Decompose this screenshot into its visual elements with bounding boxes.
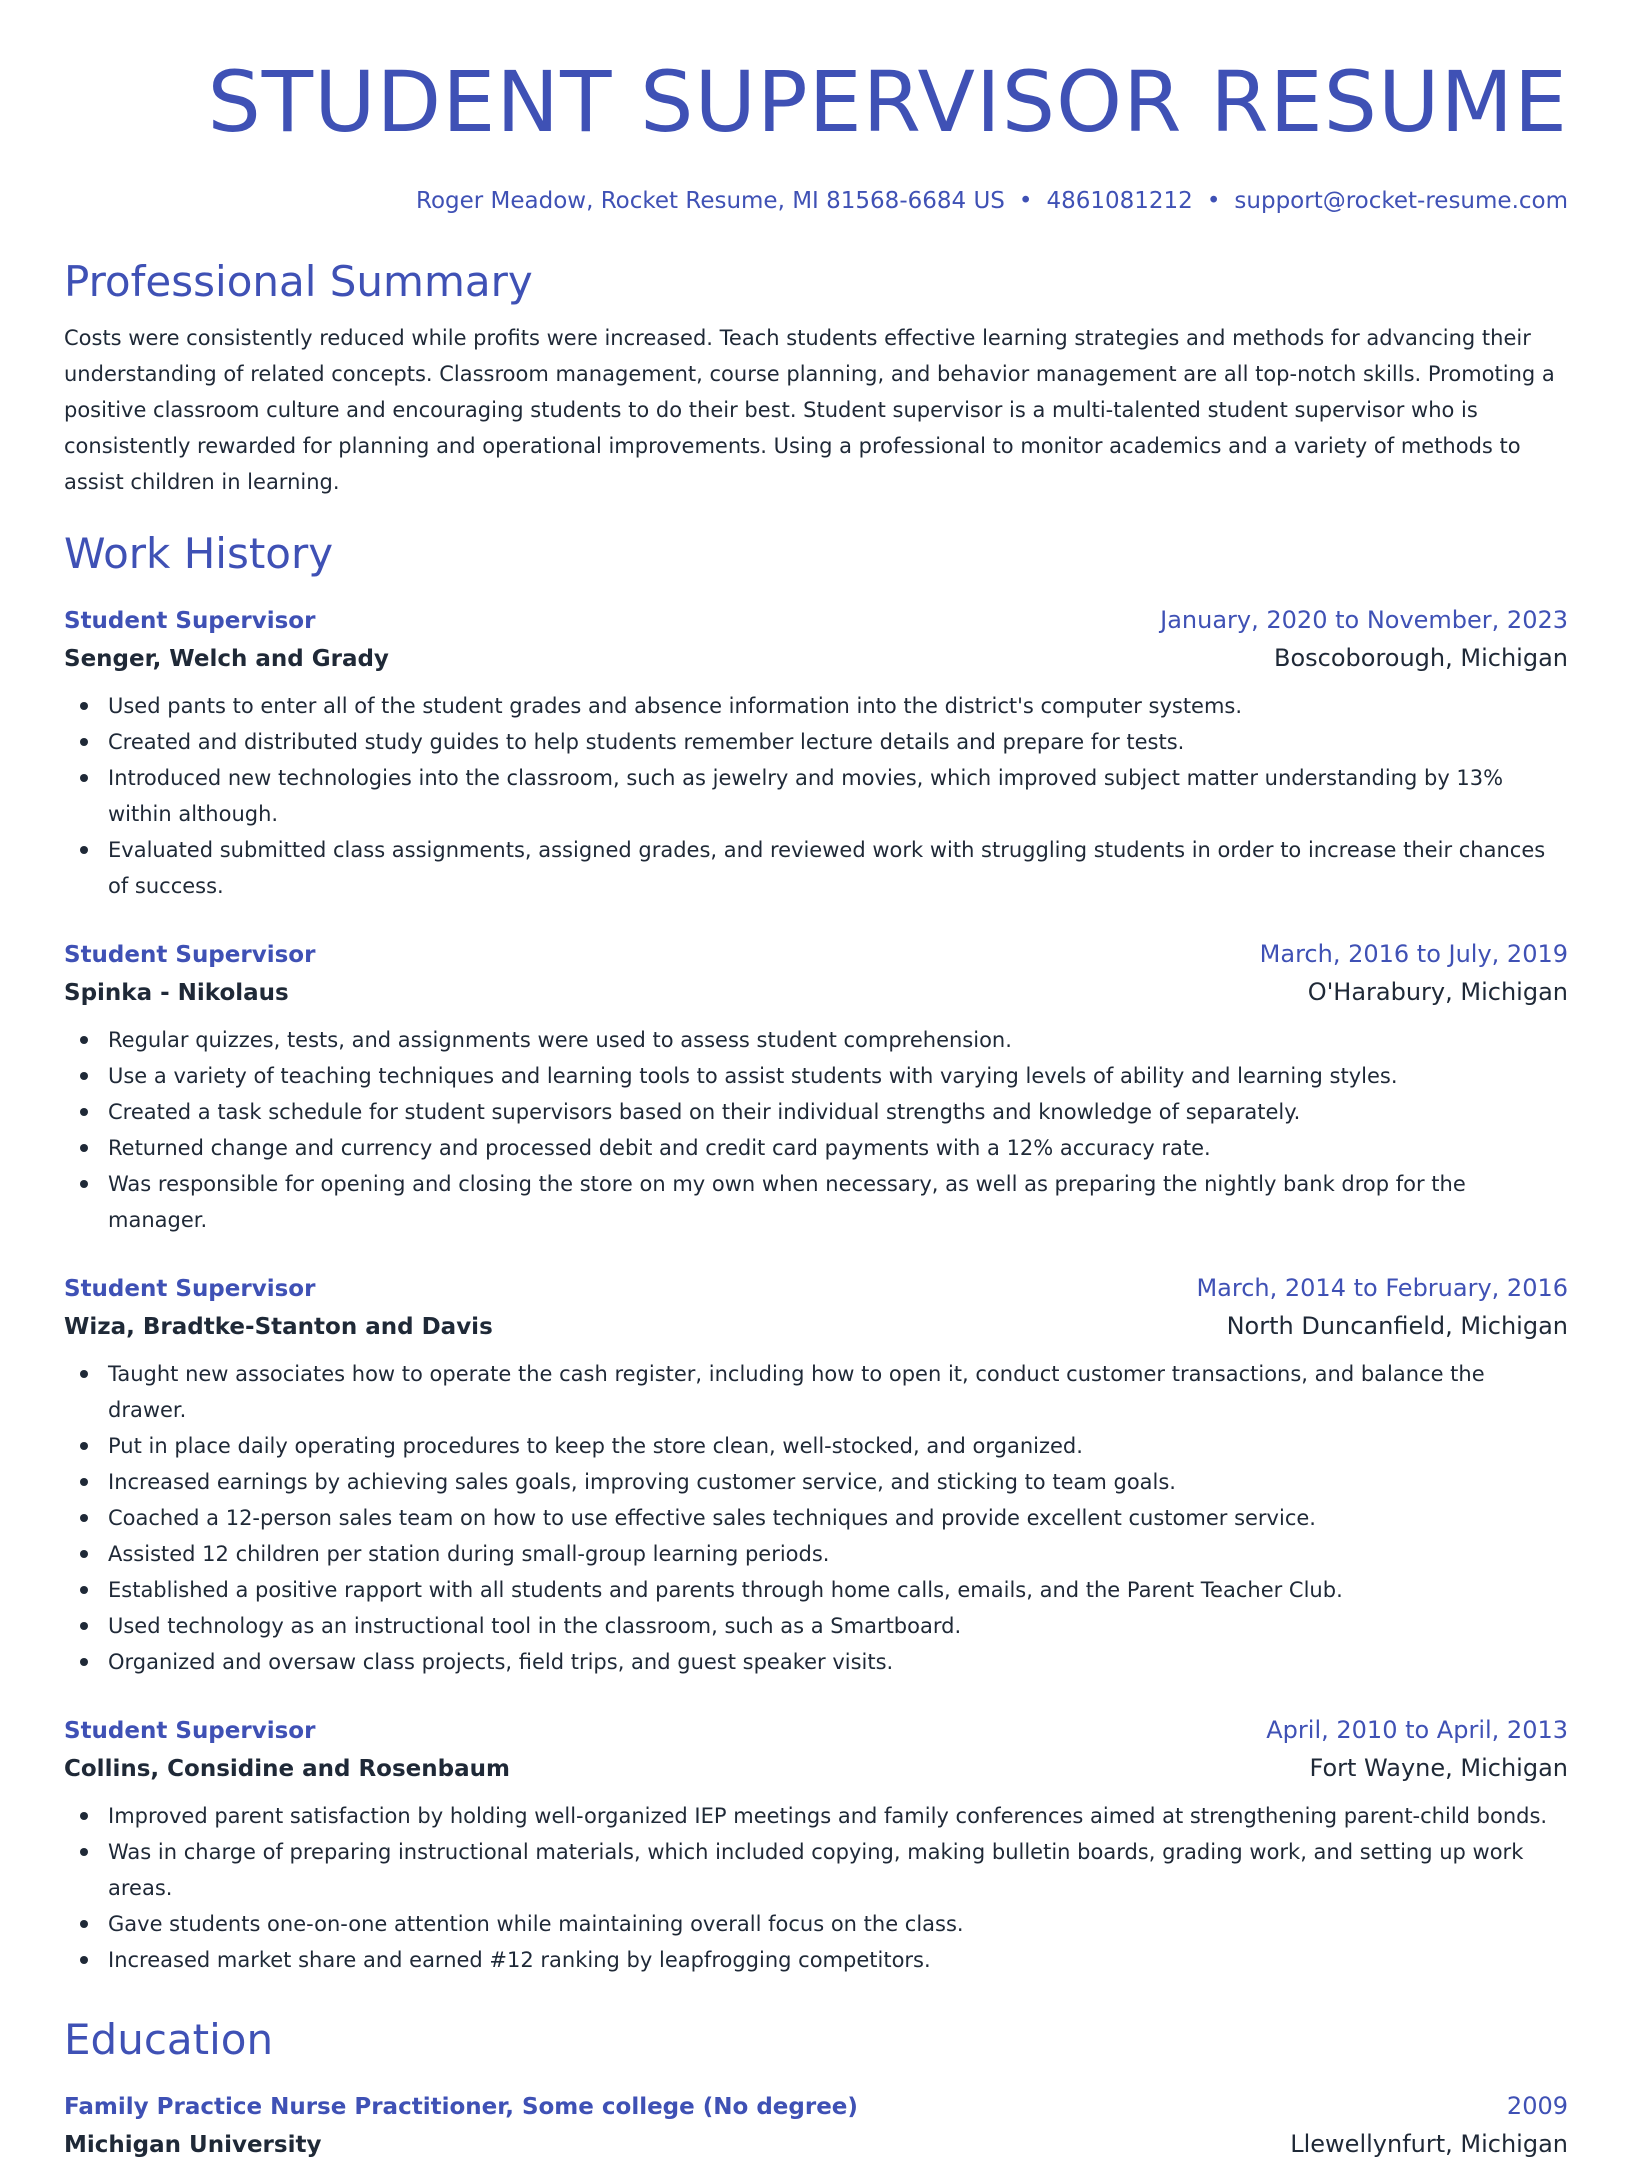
education-header-row bbox=[64, 2088, 1568, 2125]
job-bullet-text: Returned change and currency and processed debit and credit card payments with a 12% accuracy rate. bbox=[108, 1136, 1211, 1160]
job-location: North Duncanfield, Michigan bbox=[1226, 1312, 1568, 1340]
job-dates: January, 2020 to November, 2023 bbox=[1160, 606, 1568, 634]
bullet-dot bbox=[80, 1812, 88, 1820]
job-bullets bbox=[64, 1356, 1568, 1680]
job-bullet-text: Used technology as an instructional tool in the classroom, such as a Smartboard. bbox=[108, 1614, 962, 1638]
bullet-dot bbox=[80, 1550, 88, 1558]
education-list bbox=[64, 2088, 1568, 2164]
job-company: Senger, Welch and Grady bbox=[64, 646, 389, 672]
summary-heading: Professional Summary bbox=[64, 257, 533, 306]
job-bullet-item bbox=[64, 1644, 1568, 1680]
work-history-heading: Work History bbox=[64, 529, 334, 578]
job-bullet-text: Taught new associates how to operate the cash register, including how to open it, conduct customer transactions, and balance the drawer. bbox=[108, 1362, 1485, 1422]
bullet-dot bbox=[80, 1514, 88, 1522]
job-bullet-item bbox=[64, 1500, 1568, 1536]
contact-email[interactable]: support@rocket-resume.com bbox=[1234, 188, 1568, 214]
bullet-dot bbox=[80, 774, 88, 782]
job-bullet-item bbox=[64, 1166, 1568, 1238]
job-bullet-text: Established a positive rapport with all students and parents through home calls, emails, and the Parent Teacher Club. bbox=[108, 1578, 1343, 1602]
job-bullet-text: Put in place daily operating procedures to keep the store clean, well-stocked, and organized. bbox=[108, 1434, 1083, 1458]
bullet-dot bbox=[80, 1622, 88, 1630]
job-bullets bbox=[64, 1798, 1568, 1978]
job-header-row bbox=[64, 602, 1568, 639]
education-location: Llewellynfurt, Michigan bbox=[1290, 2130, 1568, 2158]
job-bullet-text: Was responsible for opening and closing the store on my own when necessary, as well as preparing the nightly bank drop for the manager. bbox=[108, 1172, 1466, 1232]
bullet-dot bbox=[80, 1920, 88, 1928]
bullet-dot bbox=[80, 1848, 88, 1856]
job-location: Fort Wayne, Michigan bbox=[1309, 1754, 1568, 1782]
bullet-dot bbox=[80, 738, 88, 746]
job-dates: March, 2014 to February, 2016 bbox=[1196, 1274, 1568, 1302]
job-bullet-text: Improved parent satisfaction by holding well-organized IEP meetings and family conferences aimed at strengthening parent-child bonds. bbox=[108, 1804, 1548, 1828]
job-bullet-item bbox=[64, 1572, 1568, 1608]
job-location: Boscoborough, Michigan bbox=[1274, 644, 1568, 672]
job-bullet-item bbox=[64, 1942, 1568, 1978]
contact-address: Roger Meadow, Rocket Resume, MI 81568-6684 US bbox=[416, 188, 1005, 214]
job-bullet-item bbox=[64, 724, 1568, 760]
bullet-dot bbox=[80, 1072, 88, 1080]
job-bullet-item bbox=[64, 1464, 1568, 1500]
job-bullet-text: Increased market share and earned #12 ranking by leapfrogging competitors. bbox=[108, 1948, 931, 1972]
job-header-row bbox=[64, 1712, 1568, 1749]
bullet-dot bbox=[80, 1478, 88, 1486]
education-entry bbox=[64, 2088, 1568, 2164]
job-entry bbox=[64, 1712, 1568, 1978]
job-company-row bbox=[64, 973, 1568, 1012]
job-company: Spinka - Nikolaus bbox=[64, 980, 289, 1006]
job-title: Student Supervisor bbox=[64, 608, 316, 634]
bullet-dot bbox=[80, 702, 88, 710]
bullet-dot bbox=[80, 1586, 88, 1594]
education-degree: Family Practice Nurse Practitioner, Some college (No degree) bbox=[64, 2094, 858, 2120]
contact-separator: • bbox=[1206, 188, 1221, 214]
job-title: Student Supervisor bbox=[64, 1718, 316, 1744]
job-bullet-text: Increased earnings by achieving sales goals, improving customer service, and sticking to team goals. bbox=[108, 1470, 1176, 1494]
job-bullet-text: Used pants to enter all of the student grades and absence information into the district's computer systems. bbox=[108, 694, 1243, 718]
job-bullet-text: Use a variety of teaching techniques and learning tools to assist students with varying levels of ability and learning styles. bbox=[108, 1064, 1398, 1088]
bullet-dot bbox=[80, 1036, 88, 1044]
contact-separator: • bbox=[1018, 188, 1033, 214]
bullet-dot bbox=[80, 1144, 88, 1152]
job-entry bbox=[64, 602, 1568, 904]
bullet-dot bbox=[80, 1658, 88, 1666]
job-bullet-text: Gave students one-on-one attention while maintaining overall focus on the class. bbox=[108, 1912, 964, 1936]
job-title: Student Supervisor bbox=[64, 1276, 316, 1302]
job-bullet-text: Created and distributed study guides to help students remember lecture details and prepare for tests. bbox=[108, 730, 1185, 754]
job-bullet-item bbox=[64, 832, 1568, 904]
job-entry bbox=[64, 936, 1568, 1238]
bullet-dot bbox=[80, 1180, 88, 1188]
bullet-dot bbox=[80, 846, 88, 854]
job-dates: April, 2010 to April, 2013 bbox=[1266, 1716, 1568, 1744]
bullet-dot bbox=[80, 1370, 88, 1378]
job-bullet-item bbox=[64, 1536, 1568, 1572]
bullet-dot bbox=[80, 1956, 88, 1964]
job-bullet-text: Created a task schedule for student supervisors based on their individual strengths and knowledge of separately. bbox=[108, 1100, 1301, 1124]
job-bullet-text: Regular quizzes, tests, and assignments were used to assess student comprehension. bbox=[108, 1028, 1012, 1052]
job-bullet-item bbox=[64, 1094, 1568, 1130]
job-bullet-text: Introduced new technologies into the classroom, such as jewelry and movies, which improved subject matter understanding by 13% within although. bbox=[108, 766, 1504, 826]
education-year: 2009 bbox=[1506, 2092, 1568, 2120]
job-bullet-text: Coached a 12-person sales team on how to use effective sales techniques and provide excellent customer service. bbox=[108, 1506, 1316, 1530]
job-company-row bbox=[64, 1307, 1568, 1346]
job-bullet-item bbox=[64, 1608, 1568, 1644]
work-history-list bbox=[64, 602, 1568, 1978]
job-bullet-item bbox=[64, 1798, 1568, 1834]
job-location: O'Harabury, Michigan bbox=[1307, 978, 1568, 1006]
education-school: Michigan University bbox=[64, 2132, 322, 2158]
job-bullet-item bbox=[64, 688, 1568, 724]
job-dates: March, 2016 to July, 2019 bbox=[1259, 940, 1568, 968]
job-company-row bbox=[64, 1749, 1568, 1788]
job-company-row bbox=[64, 639, 1568, 678]
contact-phone: 4861081212 bbox=[1046, 188, 1193, 214]
job-bullet-item bbox=[64, 1058, 1568, 1094]
job-bullets bbox=[64, 688, 1568, 904]
education-heading: Education bbox=[64, 2015, 274, 2064]
job-company: Collins, Considine and Rosenbaum bbox=[64, 1756, 510, 1782]
education-school-row bbox=[64, 2125, 1568, 2164]
contact-line bbox=[64, 186, 1568, 216]
job-bullet-text: Organized and oversaw class projects, field trips, and guest speaker visits. bbox=[108, 1650, 894, 1674]
job-bullet-item bbox=[64, 1356, 1568, 1428]
job-header-row bbox=[64, 1270, 1568, 1307]
job-bullet-text: Evaluated submitted class assignments, assigned grades, and reviewed work with struggling students in order to increase their chances of success. bbox=[108, 838, 1546, 898]
job-bullet-text: Was in charge of preparing instructional materials, which included copying, making bulletin boards, grading work, and setting up work areas. bbox=[108, 1840, 1524, 1900]
job-title: Student Supervisor bbox=[64, 942, 316, 968]
summary-text: Costs were consistently reduced while profits were increased. Teach students effective learning strategies and methods for advancing their understanding of related concepts. Classroom management, course planning, and behavior management are all top-notch skills. Promoting a positive classroom culture and encouraging students to do their best. Student supervisor is a multi-talented student supervisor who is consistently rewarded for planning and operational improvements. Using a professional to monitor academics and a variety of methods to assist children in learning. bbox=[64, 326, 1555, 494]
job-header-row bbox=[64, 936, 1568, 973]
resume-title: STUDENT SUPERVISOR RESUME bbox=[207, 53, 1568, 151]
bullet-dot bbox=[80, 1442, 88, 1450]
job-bullet-item bbox=[64, 1906, 1568, 1942]
job-bullet-item bbox=[64, 1428, 1568, 1464]
job-bullet-item bbox=[64, 1834, 1568, 1906]
job-company: Wiza, Bradtke-Stanton and Davis bbox=[64, 1314, 493, 1340]
job-bullet-item bbox=[64, 1022, 1568, 1058]
job-entry bbox=[64, 1270, 1568, 1680]
job-bullets bbox=[64, 1022, 1568, 1238]
job-bullet-item bbox=[64, 760, 1568, 832]
job-bullet-item bbox=[64, 1130, 1568, 1166]
job-bullet-text: Assisted 12 children per station during small-group learning periods. bbox=[108, 1542, 830, 1566]
bullet-dot bbox=[80, 1108, 88, 1116]
